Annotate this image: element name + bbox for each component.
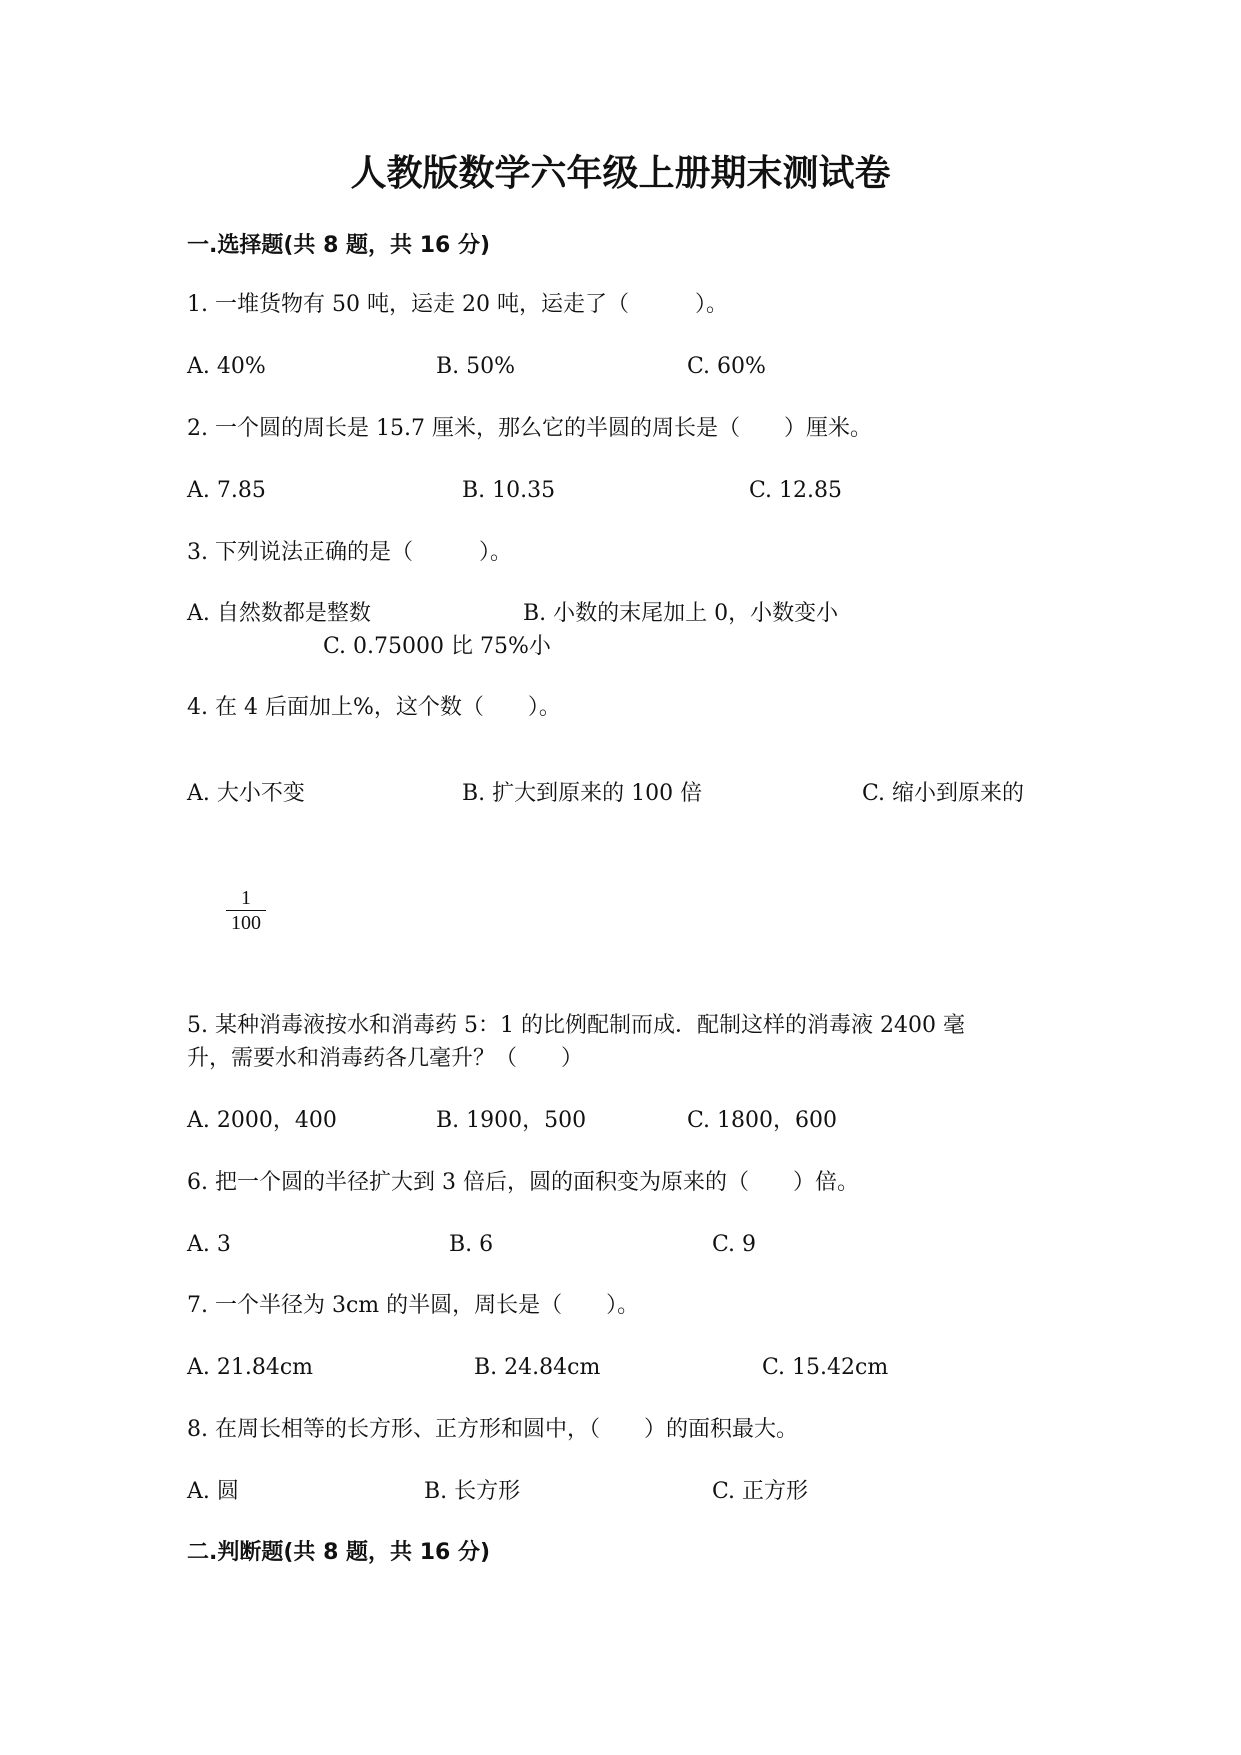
question-6-option-b: B. 6 [449,1232,494,1257]
fraction-denominator: 100 [231,912,261,934]
question-8-option-b: B. 长方形 [424,1479,521,1504]
question-2-option-a: A. 7.85 [187,478,266,503]
question-2-option-b: B. 10.35 [462,478,556,503]
page-title: 人教版数学六年级上册期末测试卷 [350,153,891,194]
question-1-option-c: C. 60% [687,354,766,379]
question-8-option-c: C. 正方形 [712,1479,809,1504]
fraction-one-hundredth [224,887,268,934]
question-8-stem: 8. 在周长相等的长方形、正方形和圆中，（ ）的面积最大。 [187,1417,798,1442]
question-3-stem: 3. 下列说法正确的是（ ）。 [187,540,512,565]
question-5-option-c: C. 1800，600 [687,1108,838,1133]
question-6-option-a: A. 3 [187,1232,231,1257]
question-3-option-b: B. 小数的末尾加上 0，小数变小 [523,601,839,626]
question-2-stem: 2. 一个圆的周长是 15.7 厘米，那么它的半圆的周长是（ ）厘米。 [187,416,872,441]
question-5-stem-line-1: 5. 某种消毒液按水和消毒药 5：1 的比例配制而成．配制这样的消毒液 2400 毫 [187,1013,965,1038]
question-6-stem: 6. 把一个圆的半径扩大到 3 倍后，圆的面积变为原来的（ ）倍。 [187,1170,859,1195]
question-4-option-a: A. 大小不变 [187,781,305,806]
question-1-stem: 1. 一堆货物有 50 吨，运走 20 吨，运走了（ ）。 [187,292,728,317]
question-3-option-c: C. 0.75000 比 75%小 [323,634,551,659]
question-1-option-b: B. 50% [436,354,516,379]
question-5-stem-line-2: 升，需要水和消毒药各几毫升？（ ） [187,1046,584,1071]
question-7-option-b: B. 24.84cm [474,1355,601,1380]
fraction-bar [226,910,266,911]
fraction-numerator: 1 [241,887,251,909]
question-4-option-b: B. 扩大到原来的 100 倍 [462,781,703,806]
question-2-option-c: C. 12.85 [749,478,843,503]
question-7-option-c: C. 15.42cm [762,1355,889,1380]
question-5-option-b: B. 1900，500 [436,1108,587,1133]
question-1-option-a: A. 40% [187,354,266,379]
question-4-option-c: C. 缩小到原来的 [862,781,1025,806]
question-5-option-a: A. 2000，400 [187,1108,337,1133]
question-7-stem: 7. 一个半径为 3cm 的半圆，周长是（ ）。 [187,1293,640,1318]
section-heading-judgment: 二.判断题(共 8 题，共 16 分) [187,1540,491,1565]
question-3-option-a: A. 自然数都是整数 [187,601,371,626]
question-4-stem: 4. 在 4 后面加上%，这个数（ ）。 [187,695,561,720]
question-6-option-c: C. 9 [712,1232,757,1257]
section-heading-choice: 一.选择题(共 8 题，共 16 分) [187,233,491,258]
question-7-option-a: A. 21.84cm [187,1355,314,1380]
question-8-option-a: A. 圆 [187,1479,239,1504]
